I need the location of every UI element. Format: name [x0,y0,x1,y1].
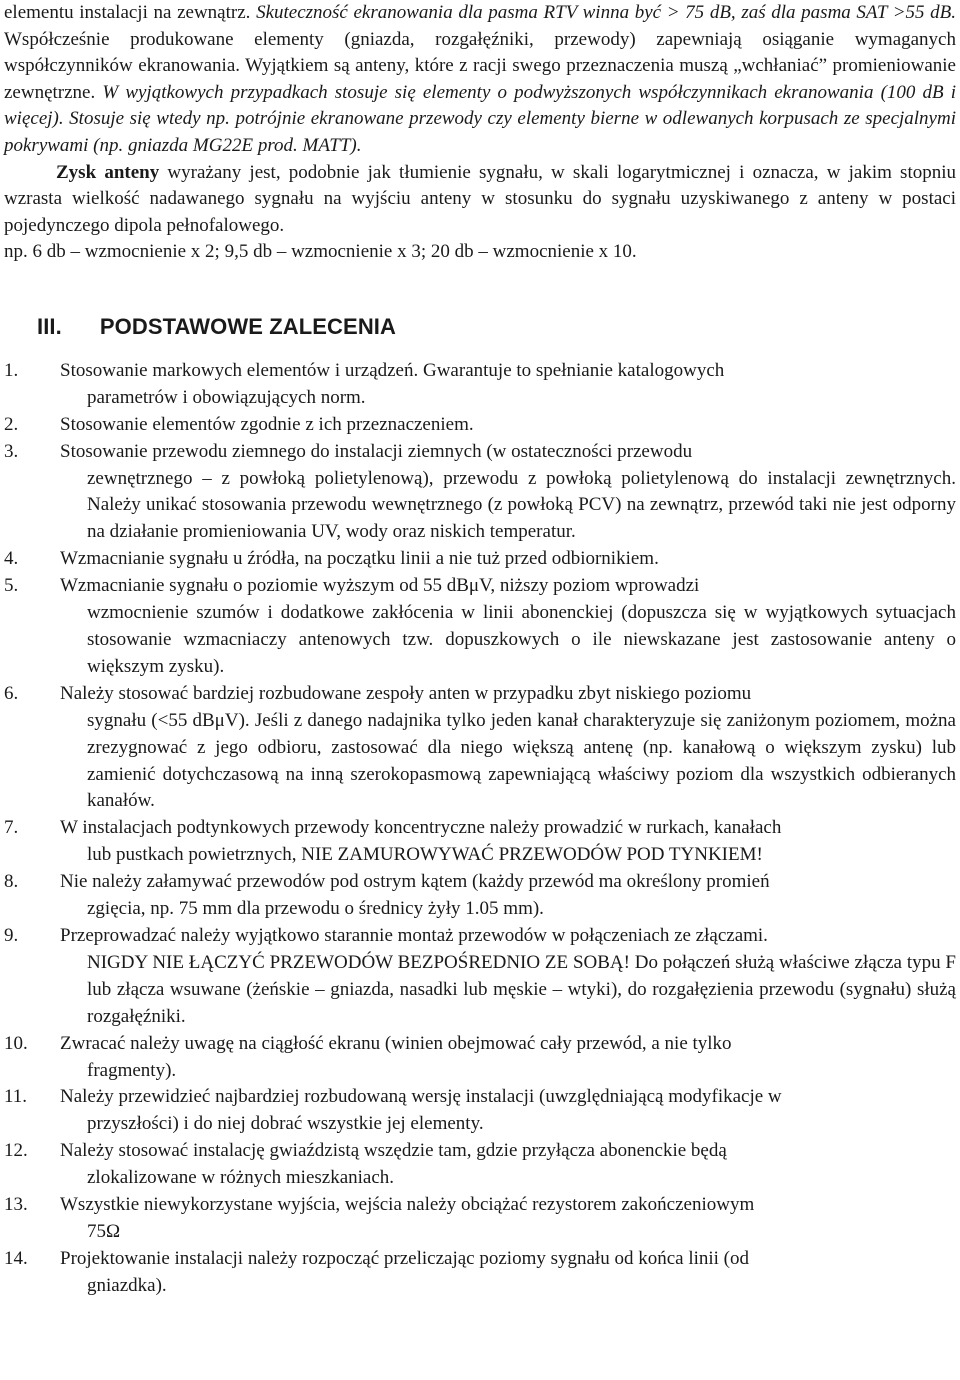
list-item [4,923,956,1031]
list-item-number: 10. [4,1032,28,1054]
list-item-number: 2. [4,413,19,435]
list-item-number: 7. [4,817,19,839]
intro-italic-text: Skuteczność ekranowania dla pasma RTV winna być > 75 dB, zaś dla pasma SAT >55 dB. [256,2,957,23]
list-item-text: Nie należy załamywać przewodów pod ostrym kątem (każdy przewód ma określony promień [60,871,770,893]
list-item-text: Przeprowadzać należy wyjątkowo starannie montaż przewodów w połączeniach ze złączami. [60,924,768,946]
list-item-text: Zwracać należy uwagę na ciągłość ekranu (winien obejmować cały przewód, a nie tylko [60,1032,732,1054]
list-item-number: 1. [4,359,19,381]
recommendations-list [4,358,956,1300]
list-item-number: 3. [4,440,19,462]
list-item-text: Wzmacnianie sygnału u źródła, na początku linii a nie tuż przed odbiornikiem. [60,548,659,570]
list-item-number: 8. [4,871,19,893]
list-item-continuation: zlokalizowane w różnych mieszkaniach. [87,1167,395,1189]
list-item-continuation: gniazdka). [87,1274,167,1296]
list-item [4,815,956,869]
intro-text-2: Współcześnie produkowane elementy (gniazda, rozgałęźniki, przewody) zapewniają osiąganie wymaganych współczynników ekranowania. Wyjątkiem są anteny, które z racji swego przeznaczenia muszą „wchłaniać” promieniowanie zewnętrzne. [4,28,956,103]
list-item-continuation: NIGDY NIE ŁĄCZYĆ PRZEWODÓW BEZPOŚREDNIO ZE SOBĄ! Do połączeń służą właściwe złącza typu F lub złącza wsuwane (żeńskie – gniazda, nasadki lub męskie – wtyki), do rozgałęzienia przewodu (sygnału) służą rozgałęźniki. [87,951,956,1027]
list-item [4,412,956,439]
section-numeral: III. [37,313,62,339]
list-item [4,869,956,923]
list-item-text: Wzmacnianie sygnału o poziomie wyższym od 55 dBμV, niższy poziom wprowadzi [60,575,700,597]
list-item-number: 12. [4,1140,28,1162]
list-item-text: Należy stosować instalację gwiaździstą wszędzie tam, gdzie przyłącza abonenckie będą [60,1140,727,1162]
section-title: PODSTAWOWE ZALECENIA [99,313,397,339]
list-item-continuation: sygnału (<55 dBμV). Jeśli z danego nadajnika tylko jeden kanał charakteryzuje się zaniżonym poziomem, można zrezygnować z jego odbioru, zastosować dla niego większą antenę (np. kanałową o większym zysku) lub zamienić dotychczasową na inną szerokopasmową zapewniającą właściwy poziom dla wszystkich odbieranych kanałów. [87,709,956,812]
list-item-continuation: zgięcia, np. 75 mm dla przewodu o średnicy żyły 1.05 mm). [87,898,544,920]
list-item [4,681,956,816]
list-item-text: Należy przewidzieć najbardziej rozbudowaną wersję instalacji (uwzględniającą modyfikacje w [60,1086,782,1108]
list-item [4,1084,956,1138]
list-item-text: Projektowanie instalacji należy rozpocząć przeliczając poziomy sygnału od końca linii (od [60,1247,750,1269]
list-item [4,1031,956,1085]
list-item-number: 14. [4,1247,28,1269]
list-item-text: Stosowanie elementów zgodnie z ich przeznaczeniem. [60,413,474,435]
list-item-continuation: zewnętrznego – z powłoką polietylenową), przewodu z powłoką polietylenową do instalacji zewnętrznych. Należy unikać stosowania przewodu wewnętrznego (z powłoką PCV) na zewnątrz, przewód taki nie jest odporny na działanie promieniowania UV, wody oraz niskich temperatur. [87,467,956,543]
intro-text: elementu instalacji na zewnątrz. [4,2,251,23]
intro-paragraph-shielding [4,0,956,160]
list-item-continuation: parametrów i obowiązujących norm. [87,386,366,408]
list-item-number: 9. [4,924,19,946]
list-item [4,358,956,412]
list-item-number: 11. [4,1086,28,1108]
gain-example: np. 6 db – wzmocnienie x 2; 9,5 db – wzmocnienie x 3; 20 db – wzmocnienie x 10. [4,241,637,263]
list-item [4,1246,956,1300]
list-item [4,546,956,573]
intro-paragraph-antenna-gain [4,160,956,240]
list-item [4,573,956,681]
list-item [4,439,956,547]
list-item-number: 5. [4,575,19,597]
list-item-continuation: wzmocnienie szumów i dodatkowe zakłócenia w linii abonenckiej (dopuszcza się w wyjątkowych sytuacjach stosowanie wzmacniaczy antenowych tzw. dopuszkowych o ile niewskazane jest zastosowanie anteny o większym zysku). [87,602,956,677]
list-item-number: 13. [4,1194,28,1216]
list-item-text: Stosowanie markowych elementów i urządzeń. Gwarantuje to spełnianie katalogowych [60,359,725,381]
list-item [4,1192,956,1246]
list-item-continuation: fragmenty). [87,1059,177,1081]
list-item-continuation: lub pustkach powietrznych, NIE ZAMUROWYWAĆ PRZEWODÓW POD TYNKIEM! [87,844,763,866]
intro-italic-text-2: W wyjątkowych przypadkach stosuje się elementy o podwyższonych współczynnikach ekranowania (100 dB i więcej). Stosuje się wtedy np. potrójnie ekranowane przewody czy elementy bierne w odlewanych korpusach ze specjalnymi pokrywami (np. gniazda MG22E prod. MATT). [4,81,957,156]
list-item [4,1138,956,1192]
list-item-number: 6. [4,682,19,704]
section-heading [37,314,956,340]
list-item-text: Należy stosować bardziej rozbudowane zespoły anten w przypadku zbyt niskiego poziomu [60,682,752,704]
antenna-gain-definition: wyrażany jest, podobnie jak tłumienie sygnału, w skali logarytmicznej i oznacza, w jakim stopniu wzrasta wielkość nadawanego sygnału na wyjściu anteny w stosunku do sygnału uzyskiwanego z anteny w postaci pojedynczego dipola pełnofalowego. [4,161,957,236]
list-item-text: Stosowanie przewodu ziemnego do instalacji ziemnych (w ostateczności przewodu [60,440,693,462]
list-item-continuation: przyszłości) i do niej dobrać wszystkie jej elementy. [87,1113,484,1135]
antenna-gain-term: Zysk anteny [56,161,160,183]
list-item-text: W instalacjach podtynkowych przewody koncentryczne należy prowadzić w rurkach, kanałach [60,817,782,839]
list-item-continuation: 75Ω [87,1220,121,1242]
list-item-number: 4. [4,548,19,570]
list-item-text: Wszystkie niewykorzystane wyjścia, wejścia należy obciążać rezystorem zakończeniowym [60,1194,755,1216]
